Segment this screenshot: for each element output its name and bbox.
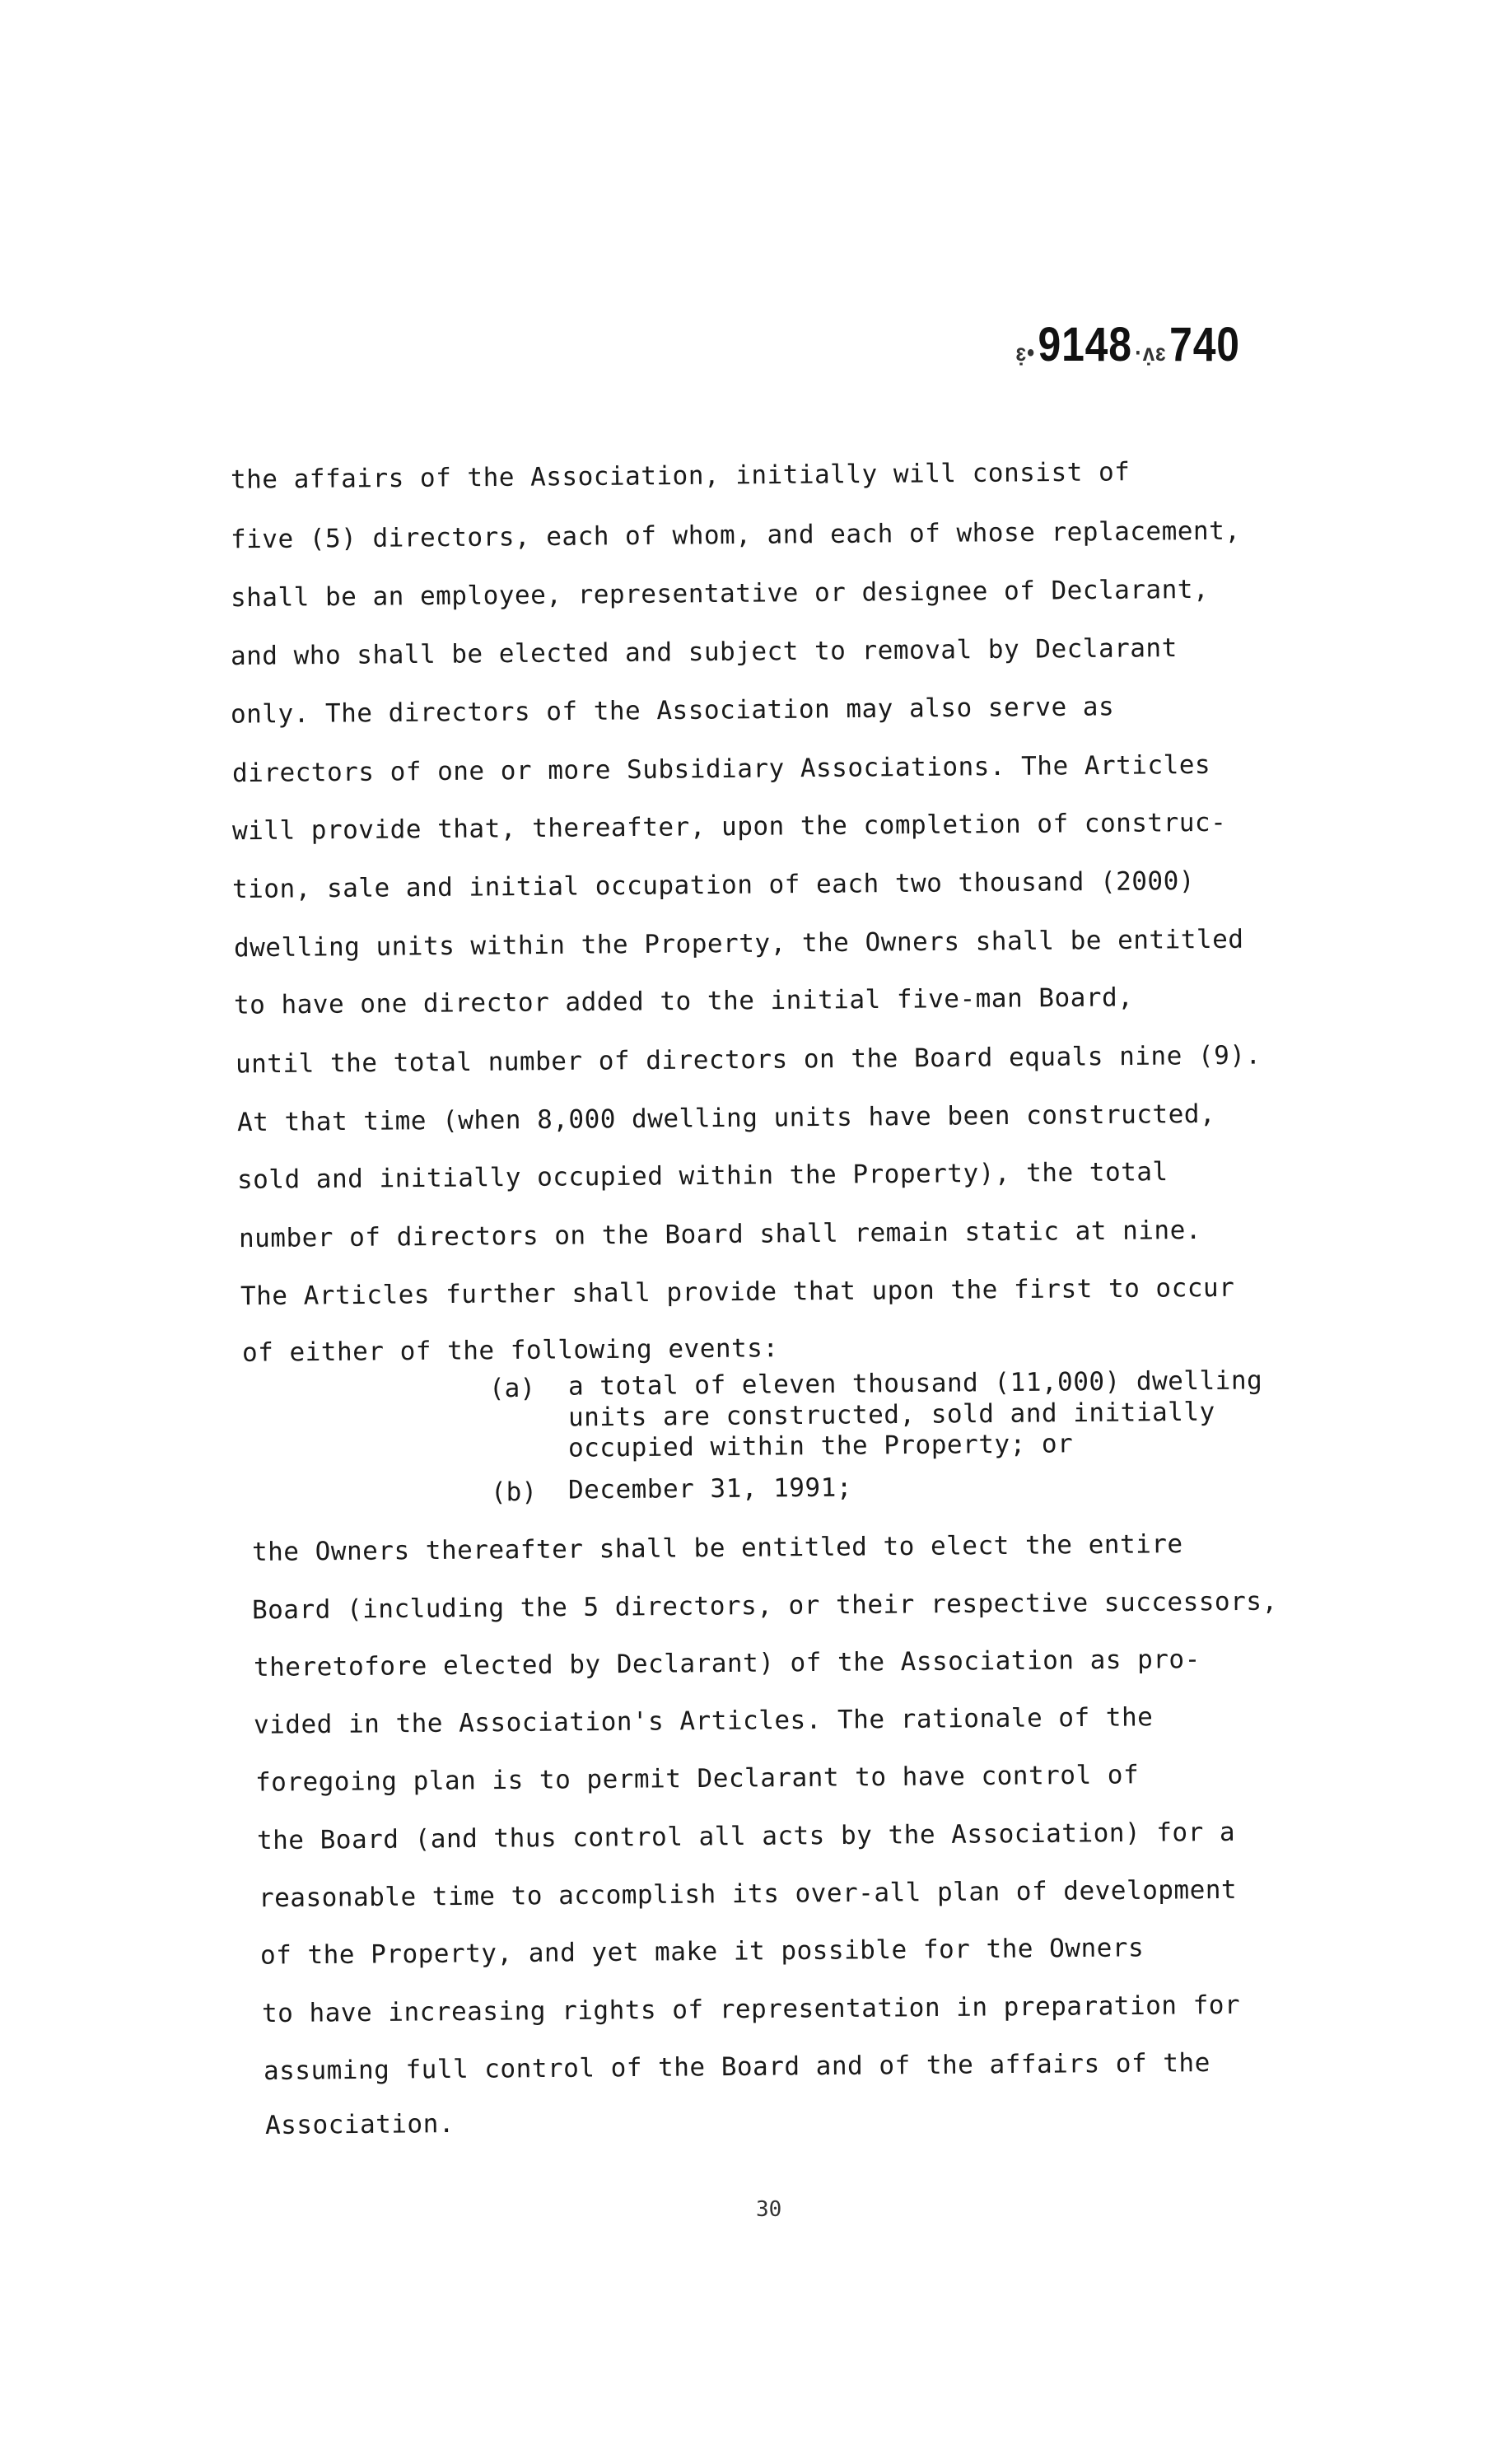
- text-line: the Board (and thus control all acts by the Association) for a: [256, 1817, 1236, 1856]
- list-item-line: units are constructed, sold and initially: [567, 1397, 1215, 1433]
- stamp-mid: ·ʌ̣ɛ: [1135, 339, 1167, 366]
- text-line: directors of one or more Subsidiary Associations. The Articles: [231, 749, 1211, 789]
- text-line: of either of the following events:: [241, 1333, 779, 1368]
- text-line: of the Property, and yet make it possible for the Owners: [259, 1933, 1145, 1971]
- book-page-stamp: [1013, 317, 1240, 372]
- list-item-line: a total of eleven thousand (11,000) dwelling: [567, 1365, 1263, 1402]
- text-line: the Owners thereafter shall be entitled to elect the entire: [251, 1529, 1183, 1567]
- text-line: only. The directors of the Association may also serve as: [230, 692, 1115, 730]
- stamp-page-number: 740: [1169, 318, 1240, 371]
- text-line: dwelling units within the Property, the Owners shall be entitled: [233, 924, 1244, 964]
- text-line: number of directors on the Board shall remain static at nine.: [238, 1215, 1202, 1254]
- text-line: Board (including the 5 directors, or their respective successors,: [251, 1586, 1278, 1626]
- text-line: At that time (when 8,000 dwelling units have been constructed,: [236, 1099, 1216, 1138]
- text-line: five (5) directors, each of whom, and each of whose replacement,: [230, 516, 1241, 555]
- text-line: assuming full control of the Board and of the affairs of the: [263, 2047, 1210, 2087]
- text-line: shall be an employee, representative or designee of Declarant,: [230, 574, 1210, 614]
- text-line: tion, sale and initial occupation of each two thousand (2000): [231, 866, 1196, 905]
- page-number: 30: [756, 2197, 782, 2222]
- text-line: to have one director added to the initial five-man Board,: [233, 982, 1134, 1020]
- text-line: theretofore elected by Declarant) of the Association as pro-: [253, 1644, 1201, 1683]
- text-line: to have increasing rights of representation in preparation for: [261, 1990, 1241, 2029]
- text-line: reasonable time to accomplish its over-all plan of development: [258, 1874, 1238, 1914]
- stamp-book-number: 9148: [1038, 318, 1132, 371]
- text-line: the affairs of the Association, initially will consist of: [230, 457, 1131, 495]
- text-line: vided in the Association's Articles. The rationale of the: [253, 1702, 1154, 1740]
- text-line: sold and initially occupied within the Property), the total: [236, 1157, 1168, 1195]
- text-line: and who shall be elected and subject to removal by Declarant: [230, 632, 1178, 672]
- text-line: The Articles further shall provide that upon the first to occur: [240, 1272, 1235, 1312]
- text-line: foregoing plan is to permit Declarant to have control of: [254, 1760, 1140, 1798]
- text-line: until the total number of directors on the Board equals nine (9).: [235, 1040, 1262, 1080]
- text-line: Association.: [264, 2108, 455, 2141]
- list-item-line: December 31, 1991;: [567, 1472, 853, 1505]
- list-item-line: occupied within the Property; or: [567, 1429, 1074, 1463]
- text-line: will provide that, thereafter, upon the completion of construc-: [231, 807, 1227, 847]
- stamp-prefix: ɛ̣•: [1015, 339, 1036, 366]
- list-item-label: (b): [491, 1477, 537, 1507]
- list-item-label: (a): [489, 1374, 535, 1403]
